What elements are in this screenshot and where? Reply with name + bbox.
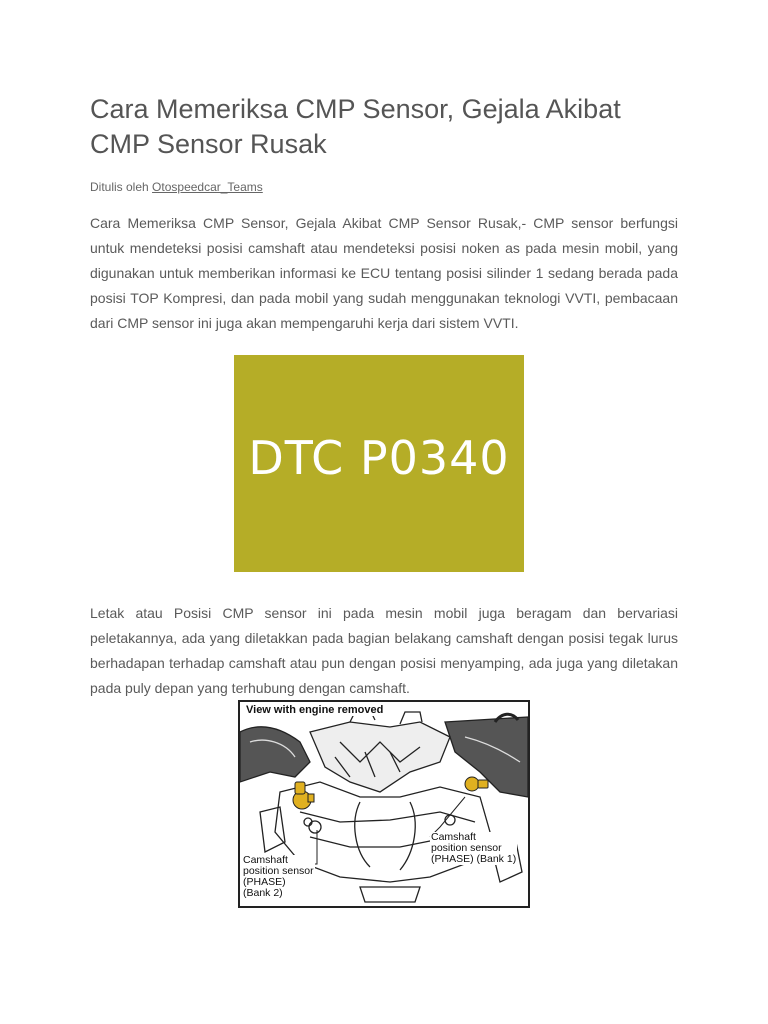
- dtc-code-text: DTC P0340: [248, 430, 510, 485]
- diagram-caption: View with engine removed: [246, 704, 384, 716]
- article-paragraph-2: Letak atau Posisi CMP sensor ini pada mesin mobil juga beragam dan bervariasi peletakannya, ada yang diletakkan pada bagian belakang camshaft dengan posisi tegak lurus berhadapan terhadap camshaft atau pun dengan posisi menyamping, ada juga yang diletakan pada puly depan yang terhubung dengan camshaft.: [90, 605, 678, 696]
- article-paragraph-1: Cara Memeriksa CMP Sensor, Gejala Akibat CMP Sensor Rusak,- CMP sensor berfungsi untuk mendeteksi posisi camshaft atau mendeteksi posisi noken as pada mesin mobil, yang digunakan untuk memberikan informasi ke ECU tentang posisi silinder 1 sedang berada pada posisi TOP Kompresi, dan pada mobil yang sudah menggunakan teknologi VVTI, pembacaan dari CMP sensor ini juga akan mempengaruhi kerja dari sistem VVTI.: [90, 215, 678, 331]
- article-title: Cara Memeriksa CMP Sensor, Gejala Akibat CMP Sensor Rusak: [90, 94, 621, 159]
- engine-diagram: [238, 700, 530, 908]
- byline-prefix: Ditulis oleh: [90, 180, 149, 194]
- label-bank-2: Camshaft position sensor (PHASE) (Bank 2): [243, 854, 314, 899]
- label-bank-1: Camshaft position sensor (PHASE) (Bank 1): [431, 831, 517, 865]
- author-link[interactable]: Otospeedcar_Teams: [152, 180, 263, 194]
- byline: [90, 180, 263, 194]
- dtc-image: [234, 355, 524, 572]
